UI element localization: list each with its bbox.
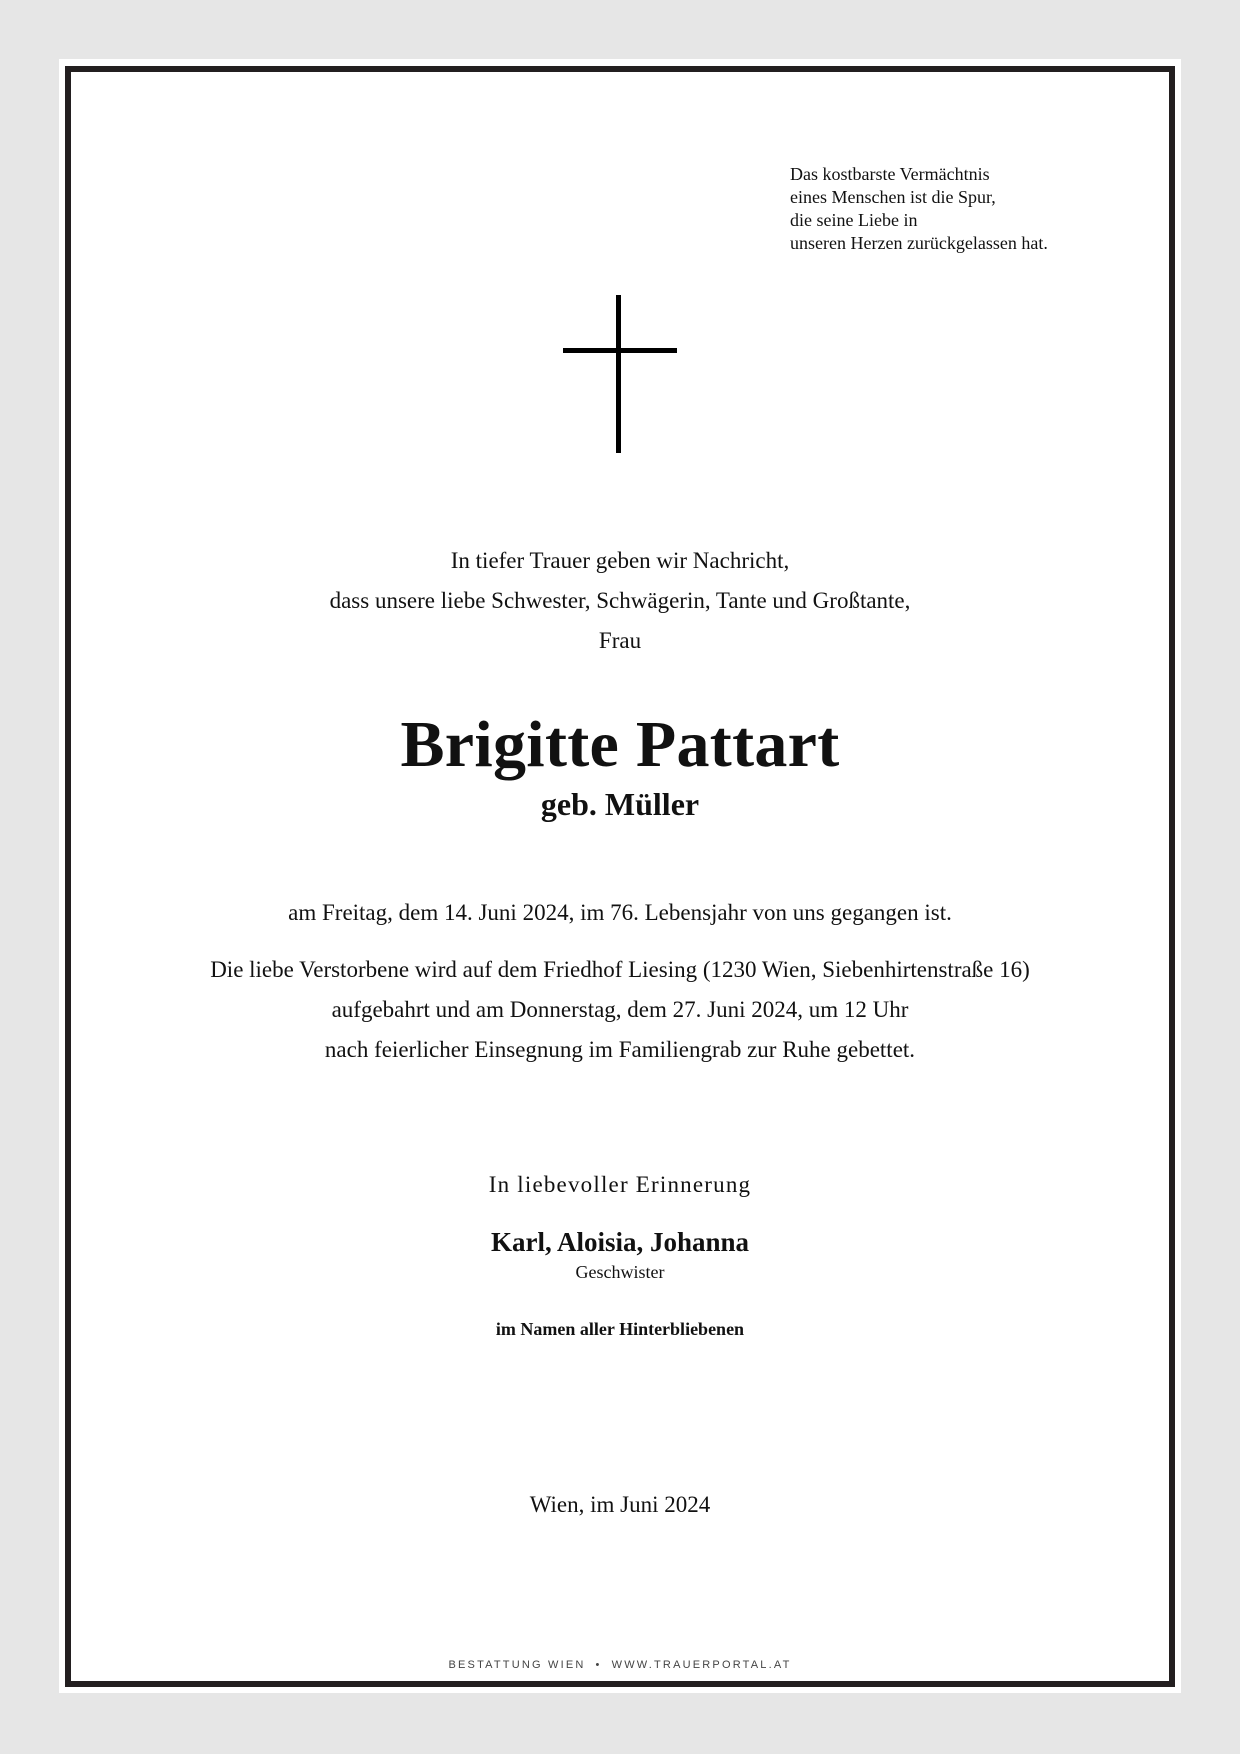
mourner-names: Karl, Aloisia, Johanna [490, 1227, 750, 1257]
intro-line: In tiefer Trauer geben wir Nachricht, [450, 548, 790, 573]
cross-icon [563, 295, 677, 453]
mourner-relation: Geschwister [575, 1262, 665, 1282]
cross-horizontal-bar [563, 348, 677, 353]
ceremony-line: nach feierlicher Einsegnung im Familiengrab zur Ruhe gebettet. [324, 1037, 916, 1062]
quote-line: die seine Liebe in [790, 210, 918, 230]
ceremony-line: aufgebahrt und am Donnerstag, dem 27. Juni 2024, um 12 Uhr [331, 997, 909, 1022]
quote-line: Das kostbarste Vermächtnis [790, 164, 990, 184]
place-date: Wien, im Juni 2024 [529, 1492, 711, 1517]
memorial-quote [790, 163, 1120, 255]
quote-line: unseren Herzen zurückgelassen hat. [790, 233, 1048, 253]
behalf-line: im Namen aller Hinterbliebenen [495, 1319, 745, 1339]
quote-line: eines Menschen ist die Spur, [790, 187, 996, 207]
footer [65, 1657, 1175, 1673]
memory-heading: In liebevoller Erinnerung [488, 1172, 752, 1197]
death-notice: am Freitag, dem 14. Juni 2024, im 76. Lebensjahr von uns gegangen ist. [288, 900, 952, 925]
maiden-name: geb. Müller [540, 786, 700, 822]
intro-text [65, 541, 1175, 661]
footer-company: BESTATTUNG WIEN [448, 1659, 586, 1671]
ceremony-details [65, 950, 1175, 1070]
footer-website: WWW.TRAUERPORTAL.AT [611, 1659, 792, 1671]
deceased-name: Brigitte Pattart [400, 708, 840, 781]
footer-separator: • [595, 1659, 602, 1671]
ceremony-line: Die liebe Verstorbene wird auf dem Friedhof Liesing (1230 Wien, Siebenhirtenstraße 16) [210, 957, 1030, 982]
cross-vertical-bar [616, 295, 621, 453]
intro-line: dass unsere liebe Schwester, Schwägerin, Tante und Großtante, [329, 588, 911, 613]
intro-line: Frau [598, 628, 642, 653]
